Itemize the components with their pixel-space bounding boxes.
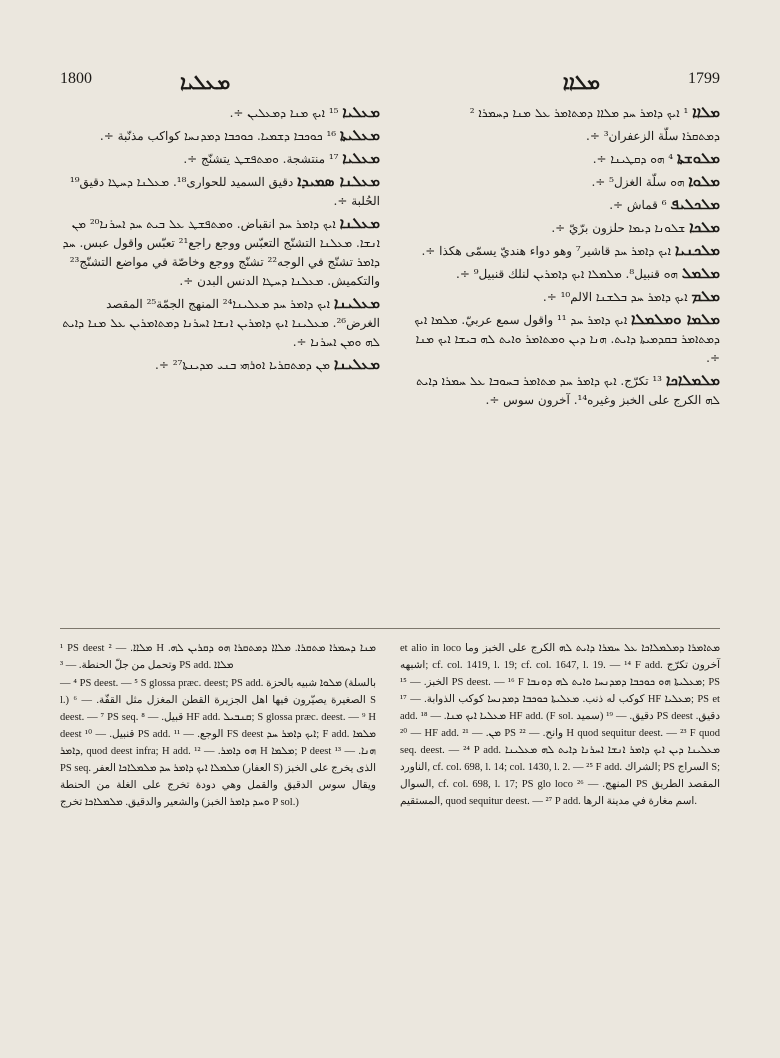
- lexicon-entry: [400, 310, 720, 368]
- lexicon-entry: [60, 294, 380, 352]
- footnotes-left: [60, 640, 376, 812]
- lexicon-entry: [400, 195, 720, 215]
- footnotes-right: [400, 640, 720, 811]
- entry-headword: ܡܠܡ: [691, 287, 720, 305]
- entry-gloss: ܕܡܬܩܪܐ سلّة الزعفران³ ÷.: [586, 129, 720, 143]
- entry-gloss: ¹⁶ ܟܘܟܒܐ ܕܫܡܝܐ. ܟܘܟܒܐ ܕܡܕܢܚܐ كواكب مذنّبة ÷.: [99, 129, 337, 143]
- footnote-divider: [60, 628, 720, 629]
- page-number-right: 1799: [688, 70, 720, 87]
- lexicon-entry: [400, 264, 720, 284]
- entry-headword: ܡܥܠܢܐ ܣܡܝܕܐ: [297, 172, 380, 190]
- entry-headword: ܡܥܠܝܬܐ: [339, 126, 380, 144]
- lexicon-entry: [400, 172, 720, 192]
- entry-gloss: ⁶ قماش ÷.: [609, 198, 667, 212]
- lexicon-entry: [60, 355, 380, 375]
- entry-gloss: ܐܝܟ ܕܐܡܪ ܚܕ قاشير⁷ وهو دواء هنديّ يسمّى هكذا ÷.: [421, 244, 671, 258]
- entry-gloss: ܗܘ قنبيل⁸. ܡܠܡܠܐ ܐܝܟ ܕܐܡܪܝܢ لنلك قنبيل⁹ ÷.: [456, 267, 678, 281]
- entry-headword: ܡܠܡܐ ܘܡܠܡܠܐ: [631, 310, 720, 328]
- entry-gloss: ¹⁷ منتشجة. ܘܡܬܦܫܛ يتشنّج ÷.: [183, 152, 339, 166]
- entry-headword: ܡܠܘܐ: [688, 172, 720, 190]
- lexicon-entry: [60, 172, 380, 211]
- running-head-right: ܡܠܐܐ: [562, 70, 600, 94]
- lexicon-entry: [400, 126, 720, 146]
- entry-gloss: ¹³ تكرّج. ܐܝܟ ܕܐܡܪ ܚܕ ܡܬܐܡܪ ܒܚܘܒܐ ܥܠ ܚܡܪܐ ܕܐܝܬ ܠܗ الكرج على الخبز وغيره¹⁴. آخرون سوس ÷.: [416, 374, 720, 407]
- footnote-block: et alio in loco ܡܬܐܡܪܐ ܕܡܠܡܠܐܟܐ ܥܠ ܚܡܪܐ ܕܐܝܬ ܠܗ الكرج على الخبز وما اشبهه; cf. col. 1419, l. 19; cf. col. 1647, l. 19. — ¹⁴ F add. آخرون تكرّج الخبز. — ¹⁵ PS deest. — ¹⁶ F ܡܥܠܝܬܐ ܗܘ ܟܘܟܒܐ ܕܡܕܢܚܐ ܘܐܝܬ ܠܗ ܕܘܢܒܐ; PS كوكب له ذنب. ܡܥܠܝܬܐ ܟܘܟܒܐ ܕܡܕܢܚܐ كوكب الذوابة. — ¹⁷ HF ܡܥܠܝܐ; PS et add. ܡܥܠܝܐ ܐܝܟ ܡܢܐ. — ¹⁸ HF add. (F sol. سميد) دقيق. — ¹⁹ PS deest دقيق. — ²⁰ HF add. ܡܢ. — ²¹ PS وانح. — ²² H quod sequitur deest. — ²³ F quod seq. deest. — ²⁴ P add. ܡܥܠܝܢܐ ܕܝܢ ܐܝܟ ܕܐܡܪ ܐܢܫܐ ܐܚܪܢܐ ܕܐܝܬ ܠܗ ܡܥܠܝܢܐ الناورد, cf. col. 698, l. 14; col. 1430, l. 2. — ²⁵ F add. الشراك; PS السراج S; السوال, cf. col. 698, l. 17; PS glo loco المنهج. — ²⁶ PS المقصد الطريق المستقيم, quod sequitur deest. — ²⁷ P add. اسم مغارة في مدينة الرها.: [400, 643, 721, 807]
- lexicon-entry: [60, 214, 380, 291]
- entry-gloss: ܫܠܘܢܐ ܕܝܡܐ حلزون برّيّ ÷.: [551, 221, 686, 235]
- lexicon-entry: [60, 149, 380, 169]
- entry-headword: ܡܥܠܢܐ: [339, 214, 380, 232]
- entry-headword: ܡܠܐܐ: [692, 103, 720, 121]
- footnote-block: ¹ PS deest ܡܠܐܐ. — ² H ܡܢܐ ܕܚܡܪܐ ܡܬܩܪܐ. ܡܠܐܐ ܕܡܬܩܪܐ ܗܘ ܕܩܪܝܢ ܠܗ. وتحمل من جلّ الحنطة. — ³ PS add. ܡܠܐܐ: [60, 643, 376, 671]
- entry-headword: ܡܠܟܠܝܦ: [670, 195, 720, 213]
- entry-gloss: ܐܝܟ ܕܐܡܪ ܚܕ ܡܥܠܝܢܐ²⁴ المنهج الجمّة²⁵ المقصد الغرض²⁶. ܡܥܠܝܢܐ ܐܝܟ ܕܐܡܪܝܢ ܐܢܫܐ ܐܚܪܢܐ ܕܡܬܐܡܪܝܢ ܥܠ ܡܢܐ ܕܐܝܬ ܠܗ ܘܡܢ ܐܚܪܢܐ ÷.: [62, 297, 380, 349]
- entry-gloss: ܐܝܟ ܕܐܡܪ ܚܕ انقباض. ܘܡܬܦܫܛ ܥܠ ܒܝܬ ܚܕ ܐܚܪܢܐ²⁰ ܡܢ ܐܢܫܐ. ܡܥܠܢܐ التشنّج التعبّس ووجع راجع²¹ تعبّس واقول عبس. ܚܕ ܕܐܡܪ تشنّج في الوجه²² تشنّج ووجع وخاصّة في مواضع التشنّج²³ والتكميش. ܡܥܠܢܐ ܕܚܛܐ الدنس البدن ÷.: [62, 217, 380, 288]
- lexicon-entry: [60, 126, 380, 146]
- entry-gloss: ܐܝܟ ܕܐܡܪ ܚܕ ܒܠܫܢܐ الالم¹⁰ ÷.: [542, 290, 688, 304]
- entry-gloss: ܗܘ سلّة الغزل⁵ ÷.: [591, 175, 685, 189]
- entry-gloss: ¹ ܐܝܟ ܕܐܡܪ ܚܕ ܡܠܐܐ ܕܡܬܐܡܪ ܥܠ ܡܢܐ ܕܚܡܪܐ ²: [469, 106, 689, 120]
- entry-gloss: دقيق السميد للحوارى¹⁸. ܡܥܠܢܐ ܕܚܛܐ دقيق¹⁹ الحُلبة ÷.: [69, 175, 380, 208]
- lexicon-entry: [400, 287, 720, 307]
- entry-headword: ܡܠܟܢܝܐ: [674, 241, 720, 259]
- entry-gloss: ܐܝܟ ܕܐܡܪ ܚܕ ¹¹ واقول سمع عربيّ. ܡܠܡܐ ܐܝܟ ܕܡܬܐܡܪ ܒܩܕܡܝܬܐ ܕܐܝܬ. ܗܢܐ ܕܝܢ ܘܡܬܐܡܪ ܘܐܝܬ ܠܗ ܒܝܫܐ ܐܝܟ ܡܢܐ ÷.: [414, 313, 720, 365]
- entry-gloss: ¹⁵ ܐܝܟ ܡܢܐ ܕܡܥܠܝܢ ÷.: [229, 106, 339, 120]
- footnote-block: — ⁴ PS deest. — ⁵ S glossa præc. deest; PS add. ܡܠܘܐ شبيه بالحزة (بالسلة l.) الصغيرة يصيّرون فيها اهل الجزيرة القطن المغزل مثل القفّة. — ⁶ S deest. — ⁷ PS seq. قبيل. — ⁸ HF add. ܩܢܒܝܠ; S glossa præc. deest. — ⁹ H deest قنبيل. — ¹⁰ PS add. الوجع. — ¹¹ FS deest ܐܝܟ ܕܐܡܪ ܚܕ; F add. ܡܠܡܐ ܕܐܡܪ, quod deest infra; H add. ܗܘ ܕܐܡܪ. — ¹² H ܡܠܡܐ; P deest ܗܢܐ. — ¹³ PS seq. ܡܠܡܠܐ ܐܝܟ ܕܐܡܪ ܚܕ ܡܠܡܠܐܟܐ العفر (العفار S) الذى يخرج على الخبز ويقال سوس الدقيق والقمل وهي دودة تخرج على الغلة من الحنطة والشعير والدقيق. ܡܠܡܠܐܟܐ تخرج (ܘܚܕ ܕܐܡܪ الخبز P sol.): [60, 678, 377, 808]
- lexicon-entry: [400, 371, 720, 410]
- page-number-left: 1800: [60, 70, 92, 87]
- entry-headword: ܡܠܡܠ: [681, 264, 720, 282]
- entry-headword: ܡܠܘܫܬܐ: [676, 149, 720, 167]
- entry-gloss: ⁴ ܗܘ ܕܩܛܝܢܐ ÷.: [592, 152, 674, 166]
- right-column-entries: [400, 103, 720, 413]
- entry-headword: ܡܥܠܝܢܐ: [333, 355, 380, 373]
- entry-headword: ܡܥܠܝܐ: [342, 103, 380, 121]
- lexicon-entry: [400, 103, 720, 123]
- left-column-entries: [60, 103, 380, 378]
- lexicon-entry: [60, 103, 380, 123]
- lexicon-entry: [400, 241, 720, 261]
- lexicon-entry: [400, 149, 720, 169]
- entry-headword: ܡܠܟܐ: [689, 218, 720, 236]
- running-head-left: ܡܥܠܝܐ: [180, 70, 231, 94]
- page-header: [60, 70, 720, 100]
- entry-headword: ܡܠܡܠܐܟܐ: [665, 371, 720, 389]
- lexicon-entry: [400, 218, 720, 238]
- entry-headword: ܡܥܠܝܐ: [342, 149, 380, 167]
- entry-headword: ܡܥܠܝܢܐ: [333, 294, 380, 312]
- entry-gloss: ܡܢ ܕܡܬܩܪܝܐ ܐܘܪܗܝ ܒܢܝ ܡܕܝܢܬܐ²⁷ ÷.: [155, 358, 330, 372]
